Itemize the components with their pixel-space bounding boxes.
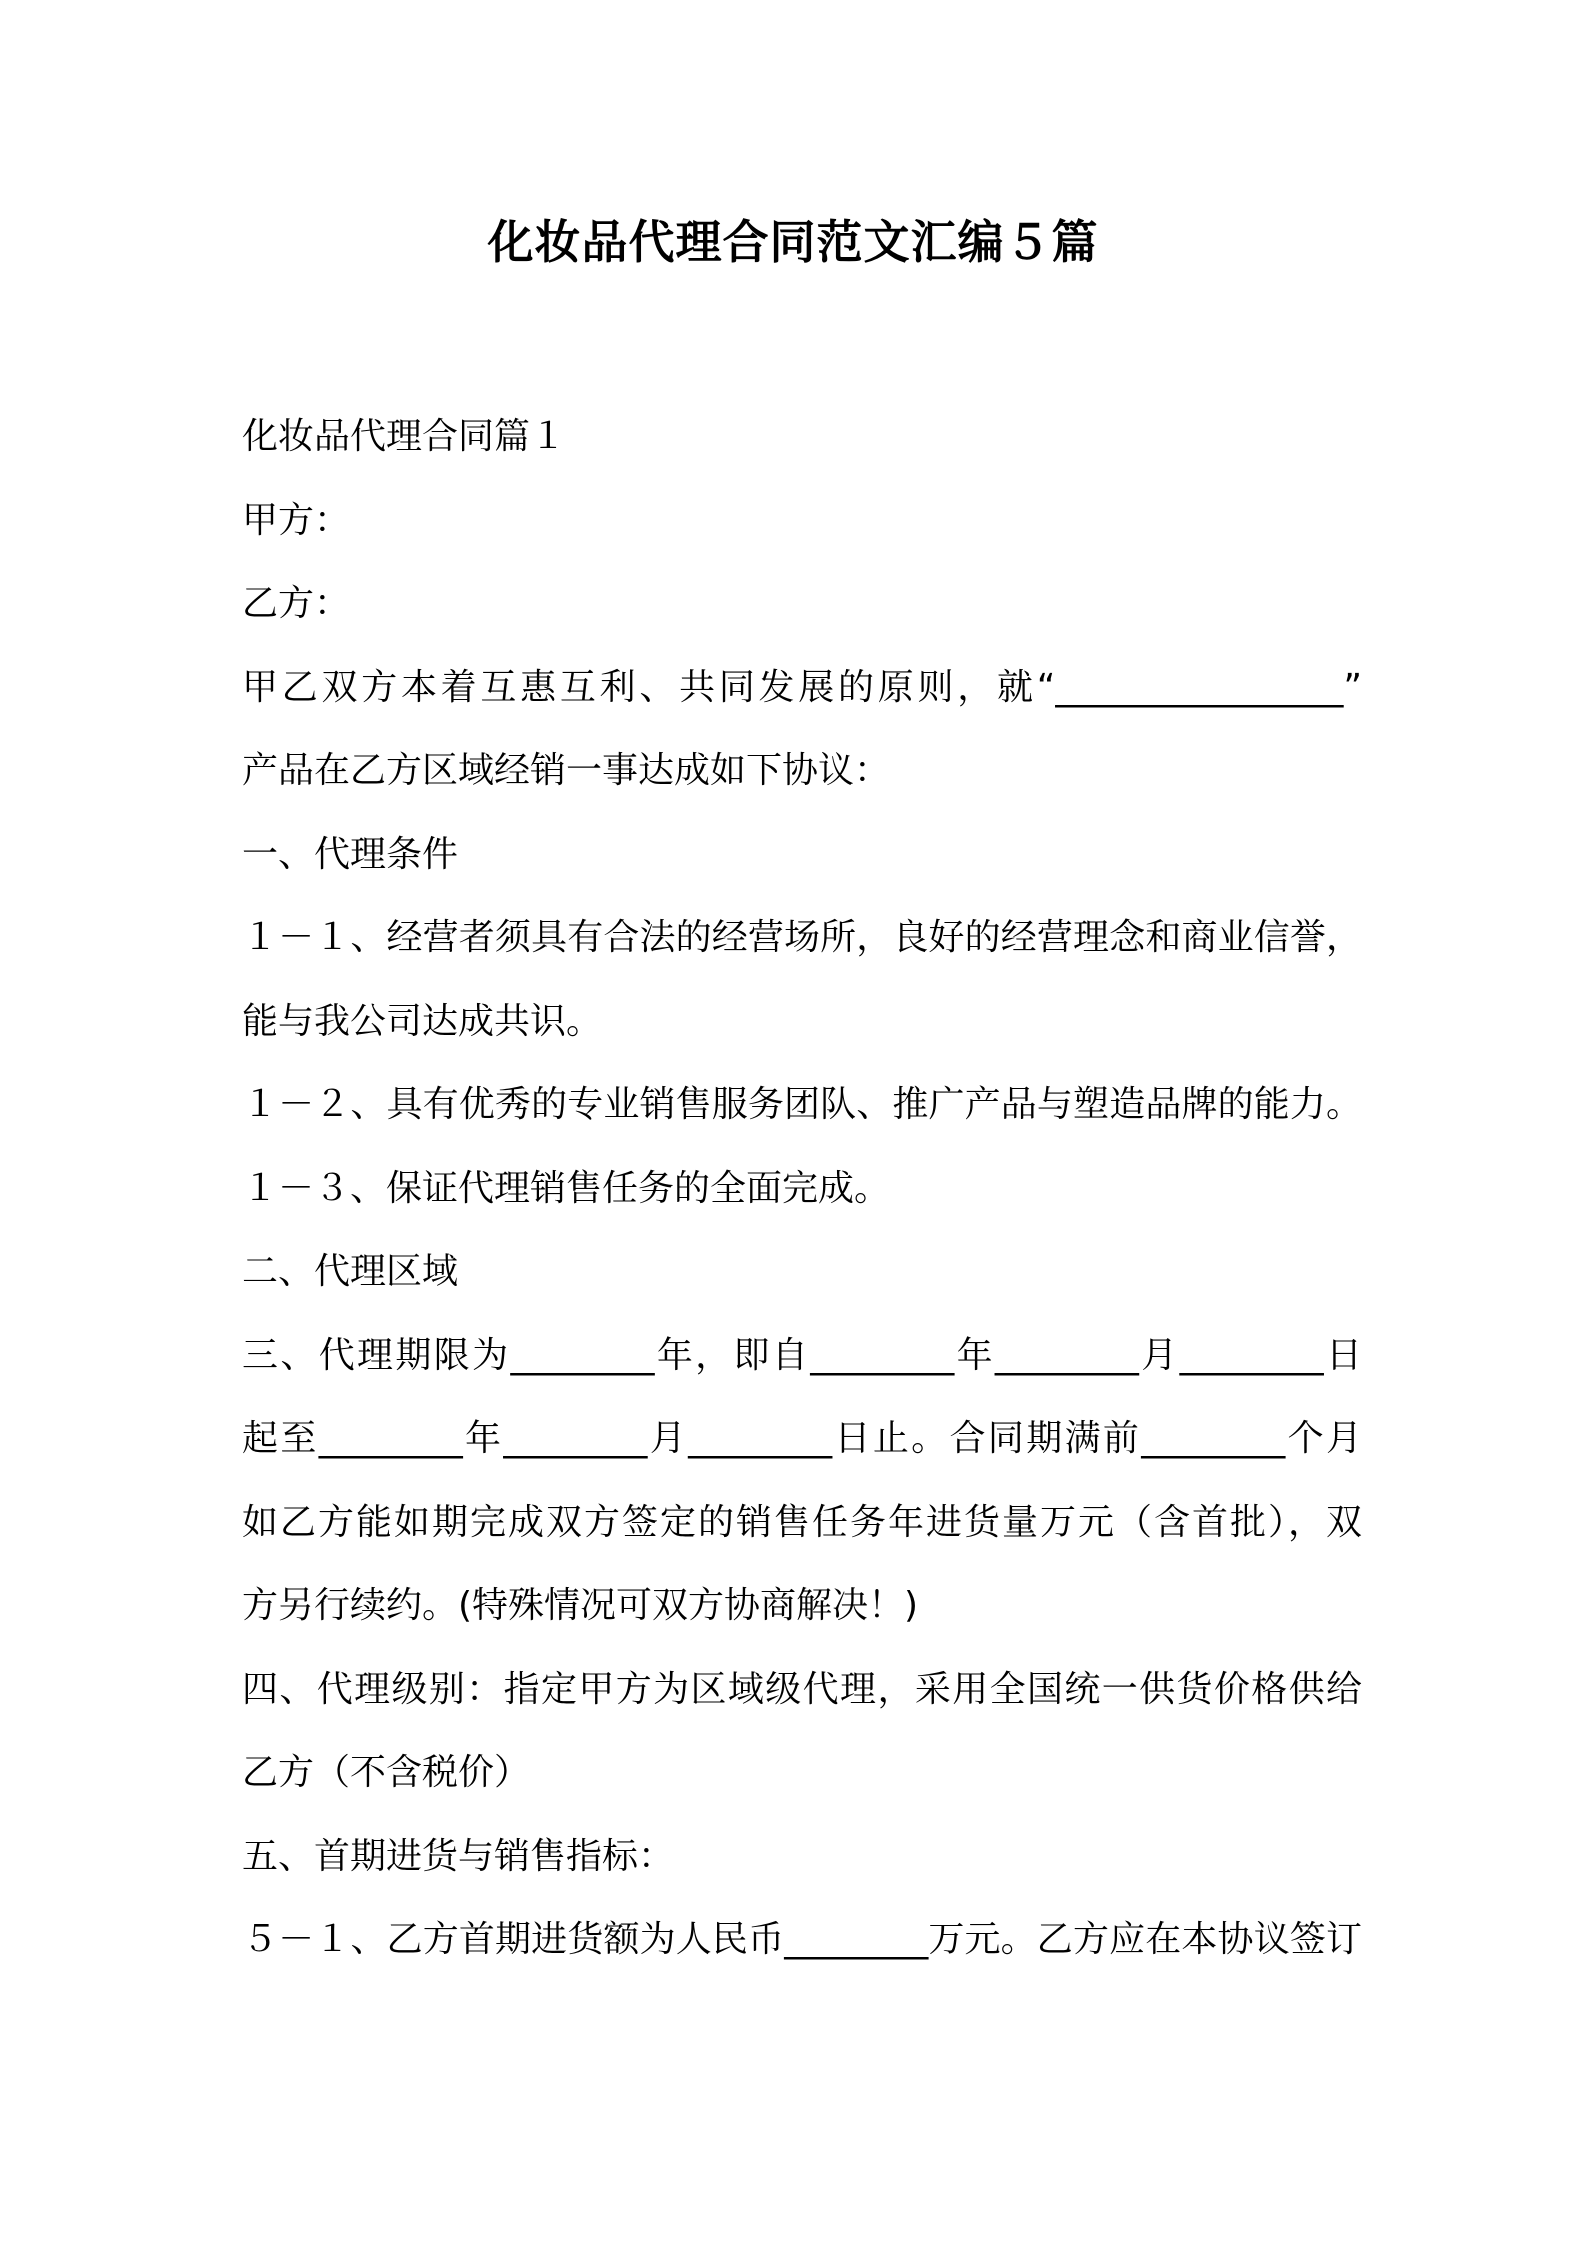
document-title: 化妆品代理合同范文汇编５篇 [487,215,1099,269]
text-line: 起至________年________月________日止。合同期满前________个月 [242,1418,1362,1459]
text-line: ５－１、乙方首期进货额为人民币________万元。乙方应在本协议签订 [242,1919,1362,1960]
section-heading: 化妆品代理合同篇１ [242,416,567,457]
document-body [242,407,1362,1994]
text-line: 乙方（不含税价） [242,1752,531,1793]
text-line: １－１、经营者须具有合法的经营场所，良好的经营理念和商业信誉， [242,917,1362,958]
text-line: １－３、保证代理销售任务的全面完成。 [242,1167,891,1209]
text-line: 如乙方能如期完成双方签定的销售任务年进货量万元（含首批），双 [242,1501,1362,1543]
text-line: 方另行续约。(特殊情况可双方协商解决！) [242,1585,919,1626]
text-line: １－２、具有优秀的专业销售服务团队、推广产品与塑造品牌的能力。 [242,1084,1362,1125]
clause-heading: 一、代理条件 [242,833,459,875]
text-line: 甲乙双方本着互惠互利、共同发展的原则，就“________________” [242,666,1362,708]
text-line: 能与我公司达成共识。 [242,1000,603,1042]
clause-heading: 五、首期进货与销售指标： [242,1835,675,1877]
text-line: 四、代理级别：指定甲方为区域级代理，采用全国统一供货价格供给 [242,1668,1362,1710]
text-line: 产品在乙方区域经销一事达成如下协议： [242,750,891,791]
party-a-line: 甲方： [242,499,351,541]
clause-heading: 二、代理区域 [242,1251,459,1292]
party-b-line: 乙方： [242,583,351,624]
text-line: 三、代理期限为________年，即自________年________月________日 [242,1334,1362,1376]
